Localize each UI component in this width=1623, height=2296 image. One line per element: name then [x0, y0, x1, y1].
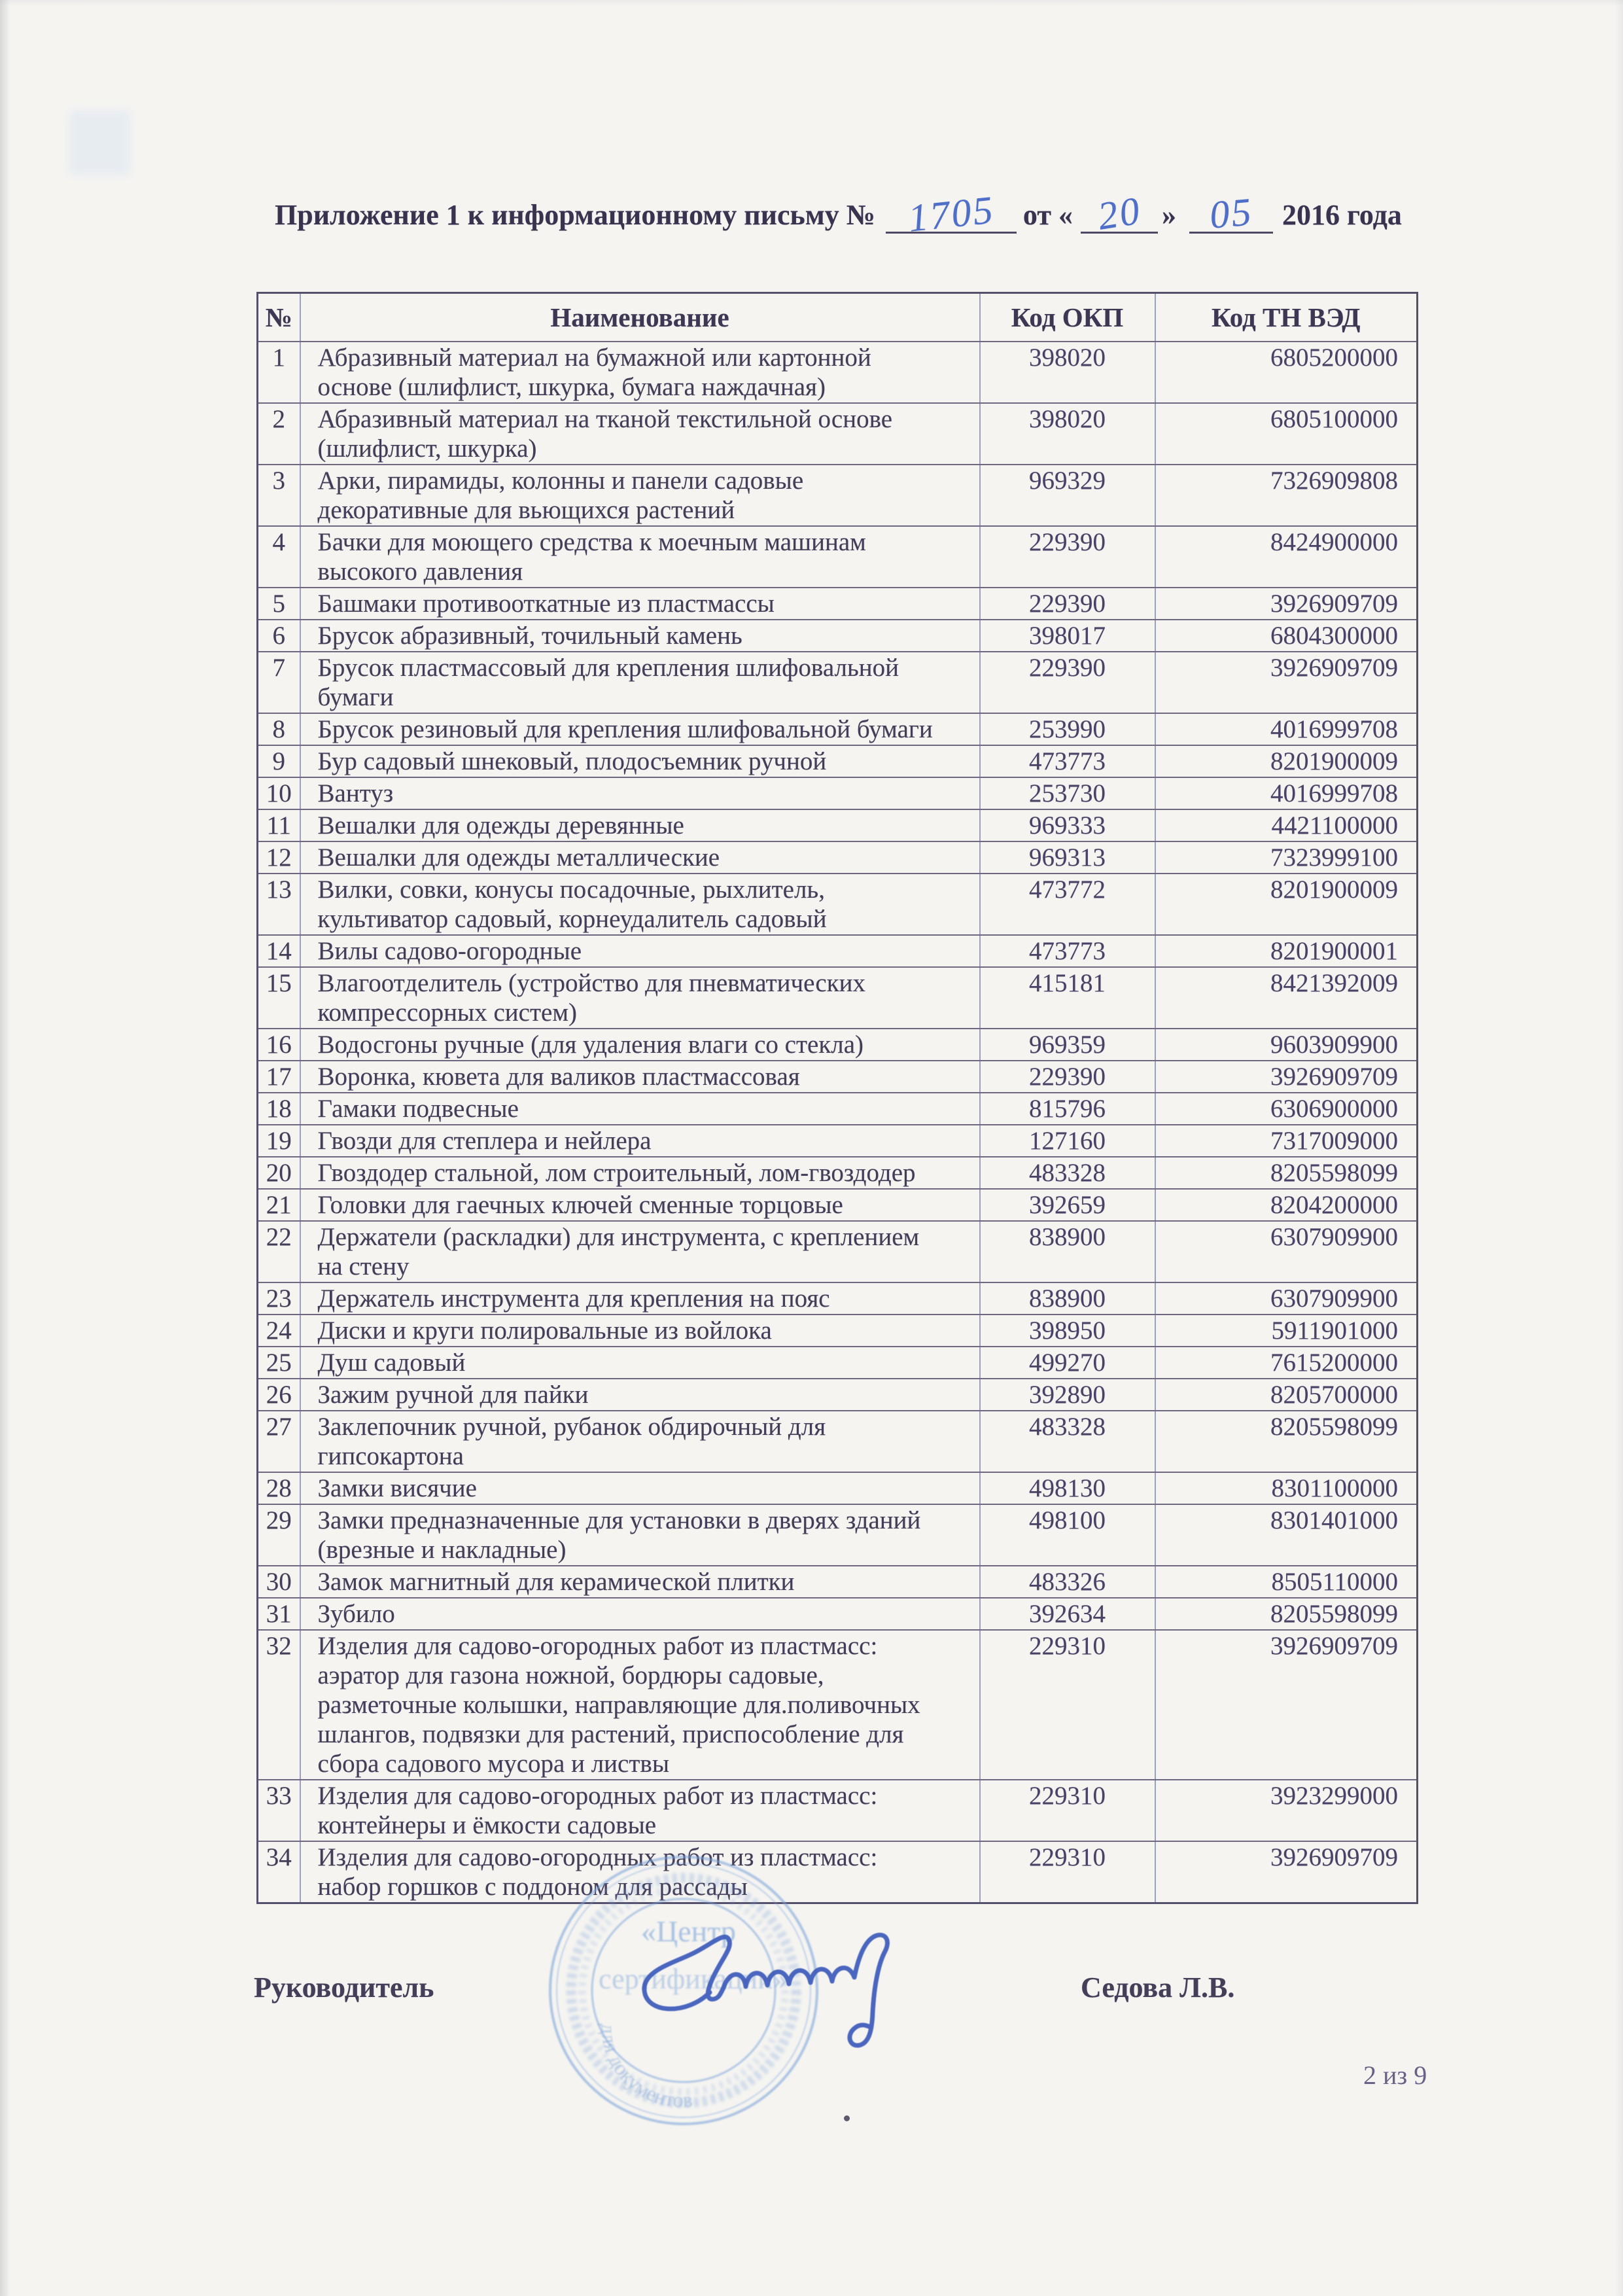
table-row [258, 1411, 1418, 1472]
tnved-code-cell: 5911901000 [1155, 1315, 1418, 1347]
okp-code-cell: 253990 [980, 713, 1155, 745]
item-name-cell: Брусок пластмассовый для крепления шлифовальной бумаги [300, 652, 980, 713]
row-number-cell: 2 [258, 403, 300, 465]
item-name-cell: Вилы садово-огородные [300, 935, 980, 967]
ink-dot-artifact [844, 2115, 850, 2121]
okp-code-cell: 483328 [980, 1157, 1155, 1189]
handwritten-day: 20 [1094, 188, 1145, 238]
row-number-cell: 22 [258, 1221, 300, 1282]
okp-code-cell: 969333 [980, 809, 1155, 841]
row-number-cell: 16 [258, 1029, 300, 1061]
table-row [258, 841, 1418, 874]
title-close-quote: » [1161, 199, 1176, 231]
item-name-cell: Замки висячие [300, 1472, 980, 1504]
col-header-okp: Код ОКП [980, 293, 1155, 342]
row-number-cell: 9 [258, 745, 300, 777]
col-header-name: Наименование [300, 293, 980, 342]
header-row [258, 293, 1418, 342]
tnved-code-cell: 8421392009 [1155, 967, 1418, 1029]
table-row [258, 1157, 1418, 1189]
tnved-code-cell: 8201900001 [1155, 935, 1418, 967]
item-name-cell: Арки, пирамиды, колонны и панели садовые декоративные для вьющихся растений [300, 465, 980, 526]
table-row [258, 1630, 1418, 1780]
row-number-cell: 26 [258, 1379, 300, 1411]
tnved-code-cell: 8205598099 [1155, 1157, 1418, 1189]
item-name-cell: Бур садовый шнековый, плодосъемник ручной [300, 745, 980, 777]
row-number-cell: 15 [258, 967, 300, 1029]
okp-code-cell: 473773 [980, 745, 1155, 777]
signer-name: Седова Л.В. [1081, 1971, 1235, 2004]
row-number-cell: 27 [258, 1411, 300, 1472]
okp-code-cell: 229390 [980, 526, 1155, 588]
item-name-cell: Диски и круги полировальные из войлока [300, 1315, 980, 1347]
table-row [258, 1504, 1418, 1566]
row-number-cell: 28 [258, 1472, 300, 1504]
item-name-cell: Гвоздодер стальной, лом строительный, лом-гвоздодер [300, 1157, 980, 1189]
title-prefix: Приложение 1 к информационному письму № [275, 199, 875, 231]
row-number-cell: 14 [258, 935, 300, 967]
tnved-code-cell: 7323999100 [1155, 841, 1418, 874]
tnved-code-cell: 7317009000 [1155, 1125, 1418, 1157]
tnved-code-cell: 8424900000 [1155, 526, 1418, 588]
tnved-code-cell: 7615200000 [1155, 1347, 1418, 1379]
row-number-cell: 19 [258, 1125, 300, 1157]
item-name-cell: Влагоотделитель (устройство для пневматических компрессорных систем) [300, 967, 980, 1029]
row-number-cell: 12 [258, 841, 300, 874]
tnved-code-cell: 4016999708 [1155, 777, 1418, 809]
title-ot-quote: от « [1022, 199, 1073, 231]
table-row [258, 465, 1418, 526]
okp-code-cell: 499270 [980, 1347, 1155, 1379]
item-name-cell: Абразивный материал на бумажной или картонной основе (шлифлист, шкурка, бумага наждачная) [300, 342, 980, 403]
item-name-cell: Вешалки для одежды металлические [300, 841, 980, 874]
okp-code-cell: 415181 [980, 967, 1155, 1029]
table-row [258, 777, 1418, 809]
okp-code-cell: 229390 [980, 1061, 1155, 1093]
col-header-tnved: Код ТН ВЭД [1155, 293, 1418, 342]
tnved-code-cell: 7326909808 [1155, 465, 1418, 526]
item-name-cell: Зажим ручной для пайки [300, 1379, 980, 1411]
table-row [258, 1780, 1418, 1841]
table-row [258, 1125, 1418, 1157]
okp-code-cell: 838900 [980, 1221, 1155, 1282]
row-number-cell: 8 [258, 713, 300, 745]
okp-code-cell: 473773 [980, 935, 1155, 967]
row-number-cell: 32 [258, 1630, 300, 1780]
tnved-code-cell: 8201900009 [1155, 874, 1418, 935]
okp-code-cell: 498130 [980, 1472, 1155, 1504]
okp-code-cell: 815796 [980, 1093, 1155, 1125]
table-row [258, 1315, 1418, 1347]
table-row [258, 1841, 1418, 1903]
table-row [258, 745, 1418, 777]
tnved-code-cell: 9603909900 [1155, 1029, 1418, 1061]
okp-code-cell: 127160 [980, 1125, 1155, 1157]
tnved-code-cell: 6805100000 [1155, 403, 1418, 465]
signature-icon [615, 1917, 903, 2087]
row-number-cell: 4 [258, 526, 300, 588]
okp-code-cell: 229390 [980, 652, 1155, 713]
item-name-cell: Вантуз [300, 777, 980, 809]
tnved-code-cell: 8205598099 [1155, 1598, 1418, 1630]
item-name-cell: Бачки для моющего средства к моечным машинам высокого давления [300, 526, 980, 588]
okp-code-cell: 483326 [980, 1566, 1155, 1598]
item-name-cell: Абразивный материал на тканой текстильной основе (шлифлист, шкурка) [300, 403, 980, 465]
item-name-cell: Изделия для садово-огородных работ из пластмасс: набор горшков с поддоном для рассады [300, 1841, 980, 1903]
item-name-cell: Гамаки подвесные [300, 1093, 980, 1125]
okp-code-cell: 229310 [980, 1841, 1155, 1903]
row-number-cell: 34 [258, 1841, 300, 1903]
item-name-cell: Брусок абразивный, точильный камень [300, 620, 980, 652]
tnved-code-cell: 3926909709 [1155, 1841, 1418, 1903]
row-number-cell: 23 [258, 1282, 300, 1315]
okp-code-cell: 392659 [980, 1189, 1155, 1221]
table-row [258, 1061, 1418, 1093]
item-name-cell: Зубило [300, 1598, 980, 1630]
item-name-cell: Изделия для садово-огородных работ из пластмасс: контейнеры и ёмкости садовые [300, 1780, 980, 1841]
okp-code-cell: 398950 [980, 1315, 1155, 1347]
day-blank [1081, 188, 1158, 238]
okp-code-cell: 229310 [980, 1630, 1155, 1780]
tnved-code-cell: 4421100000 [1155, 809, 1418, 841]
item-name-cell: Башмаки противооткатные из пластмассы [300, 588, 980, 620]
okp-code-cell: 969329 [980, 465, 1155, 526]
tnved-code-cell: 3926909709 [1155, 1630, 1418, 1780]
okp-code-cell: 229310 [980, 1780, 1155, 1841]
table-row [258, 1472, 1418, 1504]
table-row [258, 1347, 1418, 1379]
table-row [258, 1189, 1418, 1221]
row-number-cell: 5 [258, 588, 300, 620]
tnved-code-cell: 3926909709 [1155, 588, 1418, 620]
item-name-cell: Держатели (раскладки) для инструмента, с креплением на стену [300, 1221, 980, 1282]
tnved-code-cell: 8201900009 [1155, 745, 1418, 777]
okp-code-cell: 969313 [980, 841, 1155, 874]
tnved-code-cell: 8301100000 [1155, 1472, 1418, 1504]
item-name-cell: Замок магнитный для керамической плитки [300, 1566, 980, 1598]
okp-code-cell: 392634 [980, 1598, 1155, 1630]
table-row [258, 403, 1418, 465]
stamp-center-line1: «Центр [641, 1915, 736, 1948]
page-indicator: 2 из 9 [1363, 2060, 1427, 2090]
handwritten-letter-number: 1705 [906, 188, 997, 240]
title-year: 2016 года [1282, 199, 1402, 231]
tnved-code-cell: 3926909709 [1155, 652, 1418, 713]
month-blank [1189, 190, 1273, 237]
row-number-cell: 18 [258, 1093, 300, 1125]
okp-code-cell: 483328 [980, 1411, 1155, 1472]
tnved-code-cell: 8204200000 [1155, 1189, 1418, 1221]
table-row [258, 935, 1418, 967]
handwritten-month: 05 [1208, 190, 1255, 237]
tnved-code-cell: 8205598099 [1155, 1411, 1418, 1472]
okp-code-cell: 498100 [980, 1504, 1155, 1566]
tnved-code-cell: 6307909900 [1155, 1221, 1418, 1282]
row-number-cell: 3 [258, 465, 300, 526]
item-name-cell: Вешалки для одежды деревянные [300, 809, 980, 841]
row-number-cell: 20 [258, 1157, 300, 1189]
letter-number-blank [886, 188, 1017, 240]
table-row [258, 1221, 1418, 1282]
table-row [258, 1282, 1418, 1315]
item-name-cell: Душ садовый [300, 1347, 980, 1379]
items-table [256, 292, 1418, 1904]
table-row [258, 809, 1418, 841]
okp-code-cell: 398020 [980, 403, 1155, 465]
table-row [258, 620, 1418, 652]
row-number-cell: 1 [258, 342, 300, 403]
item-name-cell: Воронка, кювета для валиков пластмассовая [300, 1061, 980, 1093]
okp-code-cell: 392890 [980, 1379, 1155, 1411]
stamp-center-line2: сертификации» [599, 1963, 788, 1995]
table-row [258, 967, 1418, 1029]
table-row [258, 874, 1418, 935]
tnved-code-cell: 8505110000 [1155, 1566, 1418, 1598]
row-number-cell: 10 [258, 777, 300, 809]
row-number-cell: 33 [258, 1780, 300, 1841]
row-number-cell: 13 [258, 874, 300, 935]
okp-code-cell: 398017 [980, 620, 1155, 652]
table-row [258, 713, 1418, 745]
item-name-cell: Замки предназначенные для установки в дверях зданий (врезные и накладные) [300, 1504, 980, 1566]
items-table-header [258, 293, 1418, 342]
table-row [258, 588, 1418, 620]
table-row [258, 342, 1418, 403]
tnved-code-cell: 8205700000 [1155, 1379, 1418, 1411]
tnved-code-cell: 6307909900 [1155, 1282, 1418, 1315]
item-name-cell: Головки для гаечных ключей сменные торцовые [300, 1189, 980, 1221]
tnved-code-cell: 8301401000 [1155, 1504, 1418, 1566]
tnved-code-cell: 3923299000 [1155, 1780, 1418, 1841]
row-number-cell: 29 [258, 1504, 300, 1566]
row-number-cell: 11 [258, 809, 300, 841]
tnved-code-cell: 6804300000 [1155, 620, 1418, 652]
tnved-code-cell: 4016999708 [1155, 713, 1418, 745]
table-row [258, 526, 1418, 588]
row-number-cell: 25 [258, 1347, 300, 1379]
item-name-cell: Брусок резиновый для крепления шлифовальной бумаги [300, 713, 980, 745]
document-title [275, 188, 1446, 240]
table-row [258, 652, 1418, 713]
table-row [258, 1093, 1418, 1125]
row-number-cell: 30 [258, 1566, 300, 1598]
tnved-code-cell: 6805200000 [1155, 342, 1418, 403]
okp-code-cell: 229390 [980, 588, 1155, 620]
table-row [258, 1566, 1418, 1598]
okp-code-cell: 398020 [980, 342, 1155, 403]
role-label: Руководитель [254, 1971, 434, 2004]
col-header-number: № [258, 293, 300, 342]
scan-smudge-artifact [69, 110, 131, 175]
row-number-cell: 17 [258, 1061, 300, 1093]
okp-code-cell: 473772 [980, 874, 1155, 935]
item-name-cell: Заклепочник ручной, рубанок обдирочный для гипсокартона [300, 1411, 980, 1472]
tnved-code-cell: 3926909709 [1155, 1061, 1418, 1093]
row-number-cell: 7 [258, 652, 300, 713]
table-row [258, 1029, 1418, 1061]
okp-code-cell: 253730 [980, 777, 1155, 809]
okp-code-cell: 969359 [980, 1029, 1155, 1061]
item-name-cell: Вилки, совки, конусы посадочные, рыхлитель, культиватор садовый, корнеудалитель садовый [300, 874, 980, 935]
item-name-cell: Водосгоны ручные (для удаления влаги со стекла) [300, 1029, 980, 1061]
row-number-cell: 31 [258, 1598, 300, 1630]
item-name-cell: Гвозди для степлера и нейлера [300, 1125, 980, 1157]
item-name-cell: Изделия для садово-огородных работ из пластмасс: аэратор для газона ножной, бордюры садовые, разметочные колышки, направляющие для.поливочных шлангов, подвязки для растений, приспособление для сбора садового мусора и листвы [300, 1630, 980, 1780]
item-name-cell: Держатель инструмента для крепления на пояс [300, 1282, 980, 1315]
items-tbody [258, 342, 1418, 1903]
row-number-cell: 24 [258, 1315, 300, 1347]
okp-code-cell: 838900 [980, 1282, 1155, 1315]
stamp-arc-text: для документов [597, 2022, 693, 2112]
row-number-cell: 6 [258, 620, 300, 652]
row-number-cell: 21 [258, 1189, 300, 1221]
tnved-code-cell: 6306900000 [1155, 1093, 1418, 1125]
table-row [258, 1598, 1418, 1630]
table-row [258, 1379, 1418, 1411]
